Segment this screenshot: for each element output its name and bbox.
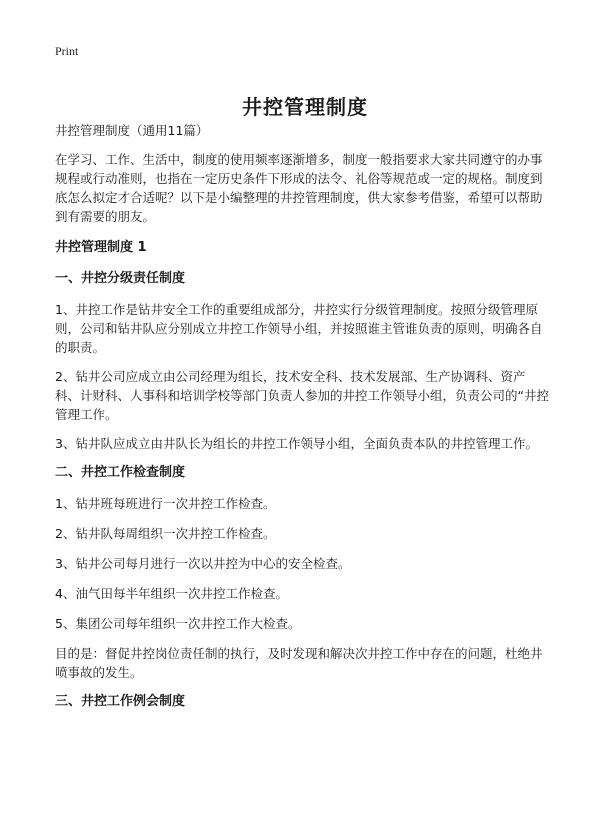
check-item-1: 1、钻井班每班进行一次井控工作检查。	[55, 496, 276, 511]
page-title: 井控管理制度	[242, 95, 368, 120]
check-item-4: 4、油气田每半年组织一次井控工作检查。	[55, 586, 288, 601]
intro-paragraph: 在学习、工作、生活中，制度的使用频率逐渐增多，制度一般指要求大家共同遵守的办事规程或行动准则，也指在一定历史条件下形成的法令、礼俗等规范或一定的规格。制度到底怎么拟定才合适呢？以下是小编整理的井控管理制度，供大家参考借鉴，希望可以帮助到有需要的朋友。	[55, 152, 543, 224]
section-heading-1: 一、井控分级责任制度	[55, 271, 186, 286]
check-item-5: 5、集团公司每年组织一次井控工作大检查。	[55, 616, 301, 631]
paragraph-s1-2: 2、钻井公司应成立由公司经理为组长，技术安全科、技术发展部、生产协调科、资产科、计财科、人事科和培训学校等部门负责人参加的井控工作领导小组，负责公司的“井控管理工作。	[55, 369, 549, 422]
article-heading: 井控管理制度 1	[55, 240, 147, 255]
document-body	[55, 121, 550, 723]
purpose-paragraph: 目的是：督促井控岗位责任制的执行，及时发现和解决次井控工作中存在的问题，杜绝井喷事故的发生。	[55, 646, 543, 680]
check-item-3: 3、钻井公司每月进行一次以井控为中心的安全检查。	[55, 556, 351, 571]
paragraph-s1-1: 1、井控工作是钻井安全工作的重要组成部分，井控实行分级管理制度。按照分级管理原则，公司和钻井队应分别成立井控工作领导小组，并按照谁主管谁负责的原则，明确各自的职责。	[55, 302, 543, 355]
paragraph-s1-3: 3、钻井队应成立由井队长为组长的井控工作领导小组，全面负责本队的井控管理工作。	[55, 436, 538, 451]
check-item-2: 2、钻井队每周组织一次井控工作检查。	[55, 526, 276, 541]
document-subtitle: 井控管理制度（通用11篇）	[55, 123, 209, 138]
print-link[interactable]: Print	[55, 44, 79, 58]
section-heading-3: 三、井控工作例会制度	[55, 694, 186, 709]
section-heading-2: 二、井控工作检查制度	[55, 465, 186, 480]
